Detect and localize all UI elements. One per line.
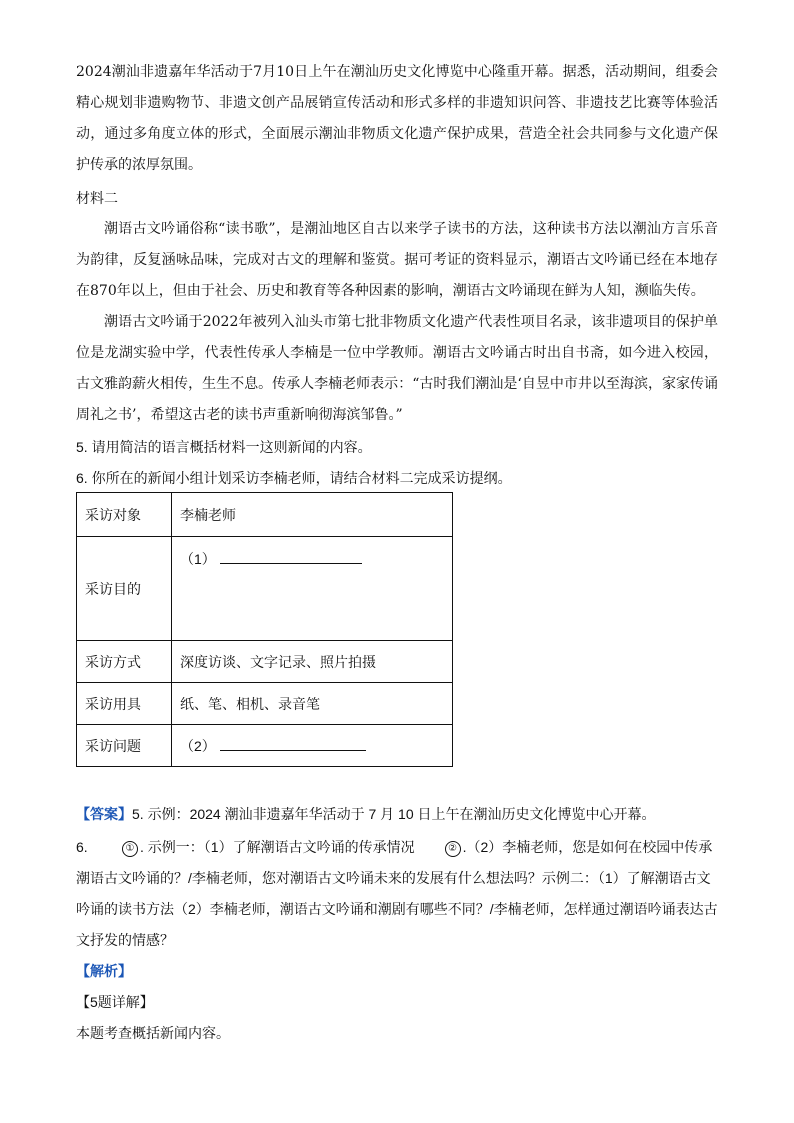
- table-cell-label: 采访对象: [77, 493, 172, 537]
- answer-tag: 【答案】: [76, 806, 132, 822]
- table-cell-value: 李楠老师: [172, 493, 453, 537]
- answer-q5-line: [76, 799, 718, 830]
- answer-q5: 5. 示例：2024 潮汕非遗嘉年华活动于 7 月 10 日上午在潮汕历史文化博览中心开幕。: [132, 806, 656, 822]
- analysis-text: 本题考查概括新闻内容。: [76, 1025, 230, 1041]
- table-row: [77, 641, 453, 683]
- table-row: [77, 725, 453, 767]
- material2-heading: 材料二: [76, 190, 118, 206]
- answer-q6-part-2: .（2）李楠老师，您是如何在校园中传承潮语古文吟诵的？/李楠老师，您对潮语古文吟诵未来的发展有什么想法吗？示例二：（1）了解潮语古文吟诵的读书方法（2）李楠老师，潮语古文吟诵和潮剧有哪些不同？/李楠老师，怎样通过潮语吟诵表达古文抒发的情感？: [76, 839, 718, 948]
- answer-mark-1: ①: [122, 841, 138, 857]
- table-cell-label: 采访用具: [77, 683, 172, 725]
- table-cell-label: 采访问题: [77, 725, 172, 767]
- table-cell-label: 采访目的: [77, 537, 172, 641]
- answer-q6-part-1: . 示例一：（1）了解潮语古文吟诵的传承情况: [140, 839, 415, 855]
- material2-paragraph-1: 潮语古文吟诵俗称“读书歌”，是潮汕地区自古以来学子读书的方法，这种读书方法以潮汕方言乐音为韵律，反复涵咏品味，完成对古文的理解和鉴赏。据可考证的资料显示，潮语古文吟诵已经在本地存在870年以上，但由于社会、历史和教育等各种因素的影响，潮语古文吟诵现在鲜为人知，濒临失传。: [76, 221, 718, 299]
- question-6: 6. 你所在的新闻小组计划采访李楠老师，请结合材料二完成采访提纲。: [76, 470, 512, 486]
- table-row: [77, 493, 453, 537]
- blank-number-2: （2）: [180, 737, 216, 754]
- table-cell-value: [172, 725, 453, 767]
- material2-paragraph-2: 潮语古文吟诵于2022年被列入汕头市第七批非物质文化遗产代表性项目名录，该非遗项目的保护单位是龙湖实验中学，代表性传承人李楠是一位中学教师。潮语古文吟诵古时出自书斋，如今进入校园，古文雅韵薪火相传，生生不息。传承人李楠老师表示：“古时我们潮汕是‘自昱中市井以至海滨，家家传诵周礼之书’，希望这古老的读书声重新响彻海滨邹鲁。”: [76, 314, 718, 423]
- blank-number-1: （1）: [180, 551, 216, 567]
- answer-q6-number: 6.: [76, 839, 88, 855]
- analysis-subheading: 【5题详解】: [76, 994, 154, 1010]
- table-cell-label: 采访方式: [77, 641, 172, 683]
- table-cell-value: 纸、笔、相机、录音笔: [172, 683, 453, 725]
- answer-blank-2[interactable]: [220, 749, 366, 751]
- table-cell-value: [172, 537, 453, 641]
- material1-paragraph: 2024潮汕非遗嘉年华活动于7月10日上午在潮汕历史文化博览中心隆重开幕。据悉，活动期间，组委会精心规划非遗购物节、非遗文创产品展销宣传活动和形式多样的非遗知识问答、非遗技艺比赛等体验活动，通过多角度立体的形式，全面展示潮汕非物质文化遗产保护成果，营造全社会共同参与文化遗产保护传承的浓厚氛围。: [76, 64, 718, 173]
- answer-blank-1[interactable]: [220, 562, 362, 564]
- question-5: 5. 请用简洁的语言概括材料一这则新闻的内容。: [76, 439, 372, 455]
- interview-outline-table: [76, 492, 453, 767]
- answer-mark-2: ②: [445, 841, 461, 857]
- answer-q6-block: [76, 832, 718, 956]
- table-row: [77, 683, 453, 725]
- analysis-tag: 【解析】: [76, 963, 132, 979]
- table-cell-value: 深度访谈、文字记录、照片拍摄: [172, 641, 453, 683]
- table-row: [77, 537, 453, 641]
